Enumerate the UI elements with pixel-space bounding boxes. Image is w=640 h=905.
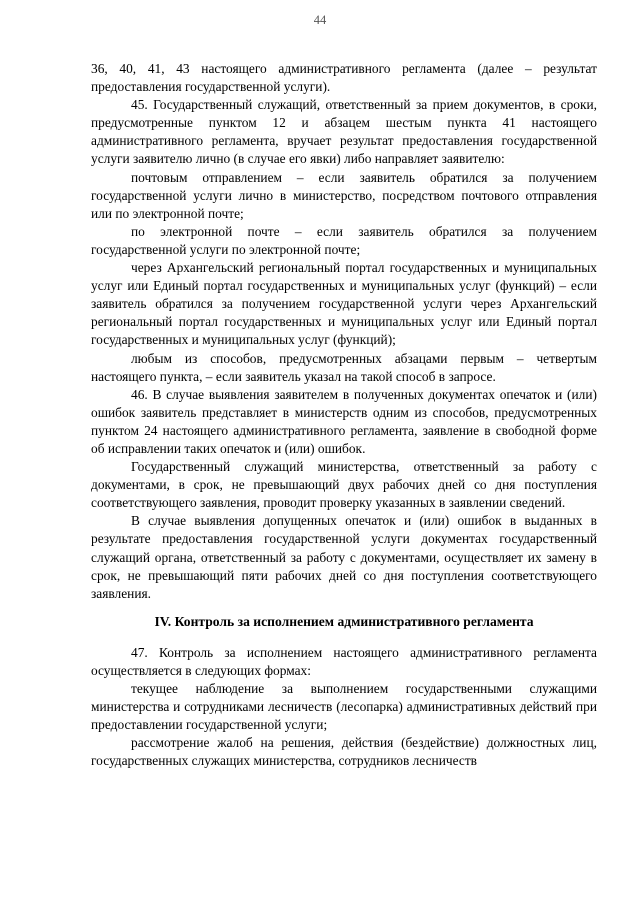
- paragraph-item-46: 46. В случае выявления заявителем в полученных документах опечаток и (или) ошибок заявитель представляет в министерств одним из способов, предусмотренных пунктом 24 настоящего административного регламента, заявление в свободной форме об исправлении таких опечаток и (или) ошибок.: [91, 386, 597, 456]
- paragraph-continuation: 36, 40, 41, 43 настоящего административного регламента (далее – результат предоставления государственной услуги).: [91, 61, 597, 95]
- paragraph-verification: Государственный служащий министерства, ответственный за работу с документами, в срок, не превышающий двух рабочих дней со дня поступления соответствующего заявления, проводит проверку указанных в заявлении сведений.: [91, 459, 597, 511]
- paragraph-option-any: любым из способов, предусмотренных абзацами первым – четвертым настоящего пункта, – если заявитель указал на такой способ в запросе.: [91, 350, 597, 384]
- paragraph-control-current: текущее наблюдение за выполнением государственными служащими министерства и сотрудниками лесничеств (лесопарка) административных действий при предоставлении государственной услуги;: [91, 681, 597, 733]
- page-number: 44: [313, 13, 327, 27]
- paragraph-option-postal: почтовым отправлением – если заявитель обратился за получением государственной услуги лично в министерство, посредством почтового отправления или по электронной почте;: [91, 169, 597, 221]
- section-heading: IV. Контроль за исполнением административного регламента: [154, 613, 534, 629]
- document-body: [91, 60, 597, 770]
- paragraph-replacement: В случае выявления допущенных опечаток и (или) ошибок в выданных в результате предоставления государственной услуги документах государственный служащий органа, ответственный за работу с документами, осуществляет их замену в срок, не превышающий пяти рабочих дней со дня поступления соответствующего заявления.: [91, 513, 597, 601]
- paragraph-option-email: по электронной почте – если заявитель обратился за получением государственной услуги по электронной почте;: [91, 223, 597, 257]
- paragraph-option-portal: через Архангельский региональный портал государственных и муниципальных услуг или Единый портал государственных и муниципальных услуг (функций) – если заявитель обратился за получением государственной услуги через Архангельский региональный портал государственных и муниципальных услуг или Единый портал государственных и муниципальных услуг (функций);: [91, 260, 597, 348]
- paragraph-item-47: 47. Контроль за исполнением настоящего административного регламента осуществляется в следующих формах:: [91, 644, 597, 678]
- paragraph-item-45: 45. Государственный служащий, ответственный за прием документов, в сроки, предусмотренные пунктом 12 и абзацем шестым пункта 41 настоящего административного регламента, вручает результат предоставления государственной услуги заявителю лично (в случае его явки) либо направляет заявителю:: [91, 97, 597, 167]
- paragraph-control-complaints: рассмотрение жалоб на решения, действия (бездействие) должностных лиц, государственных служащих министерства, сотрудников лесничеств: [91, 735, 597, 769]
